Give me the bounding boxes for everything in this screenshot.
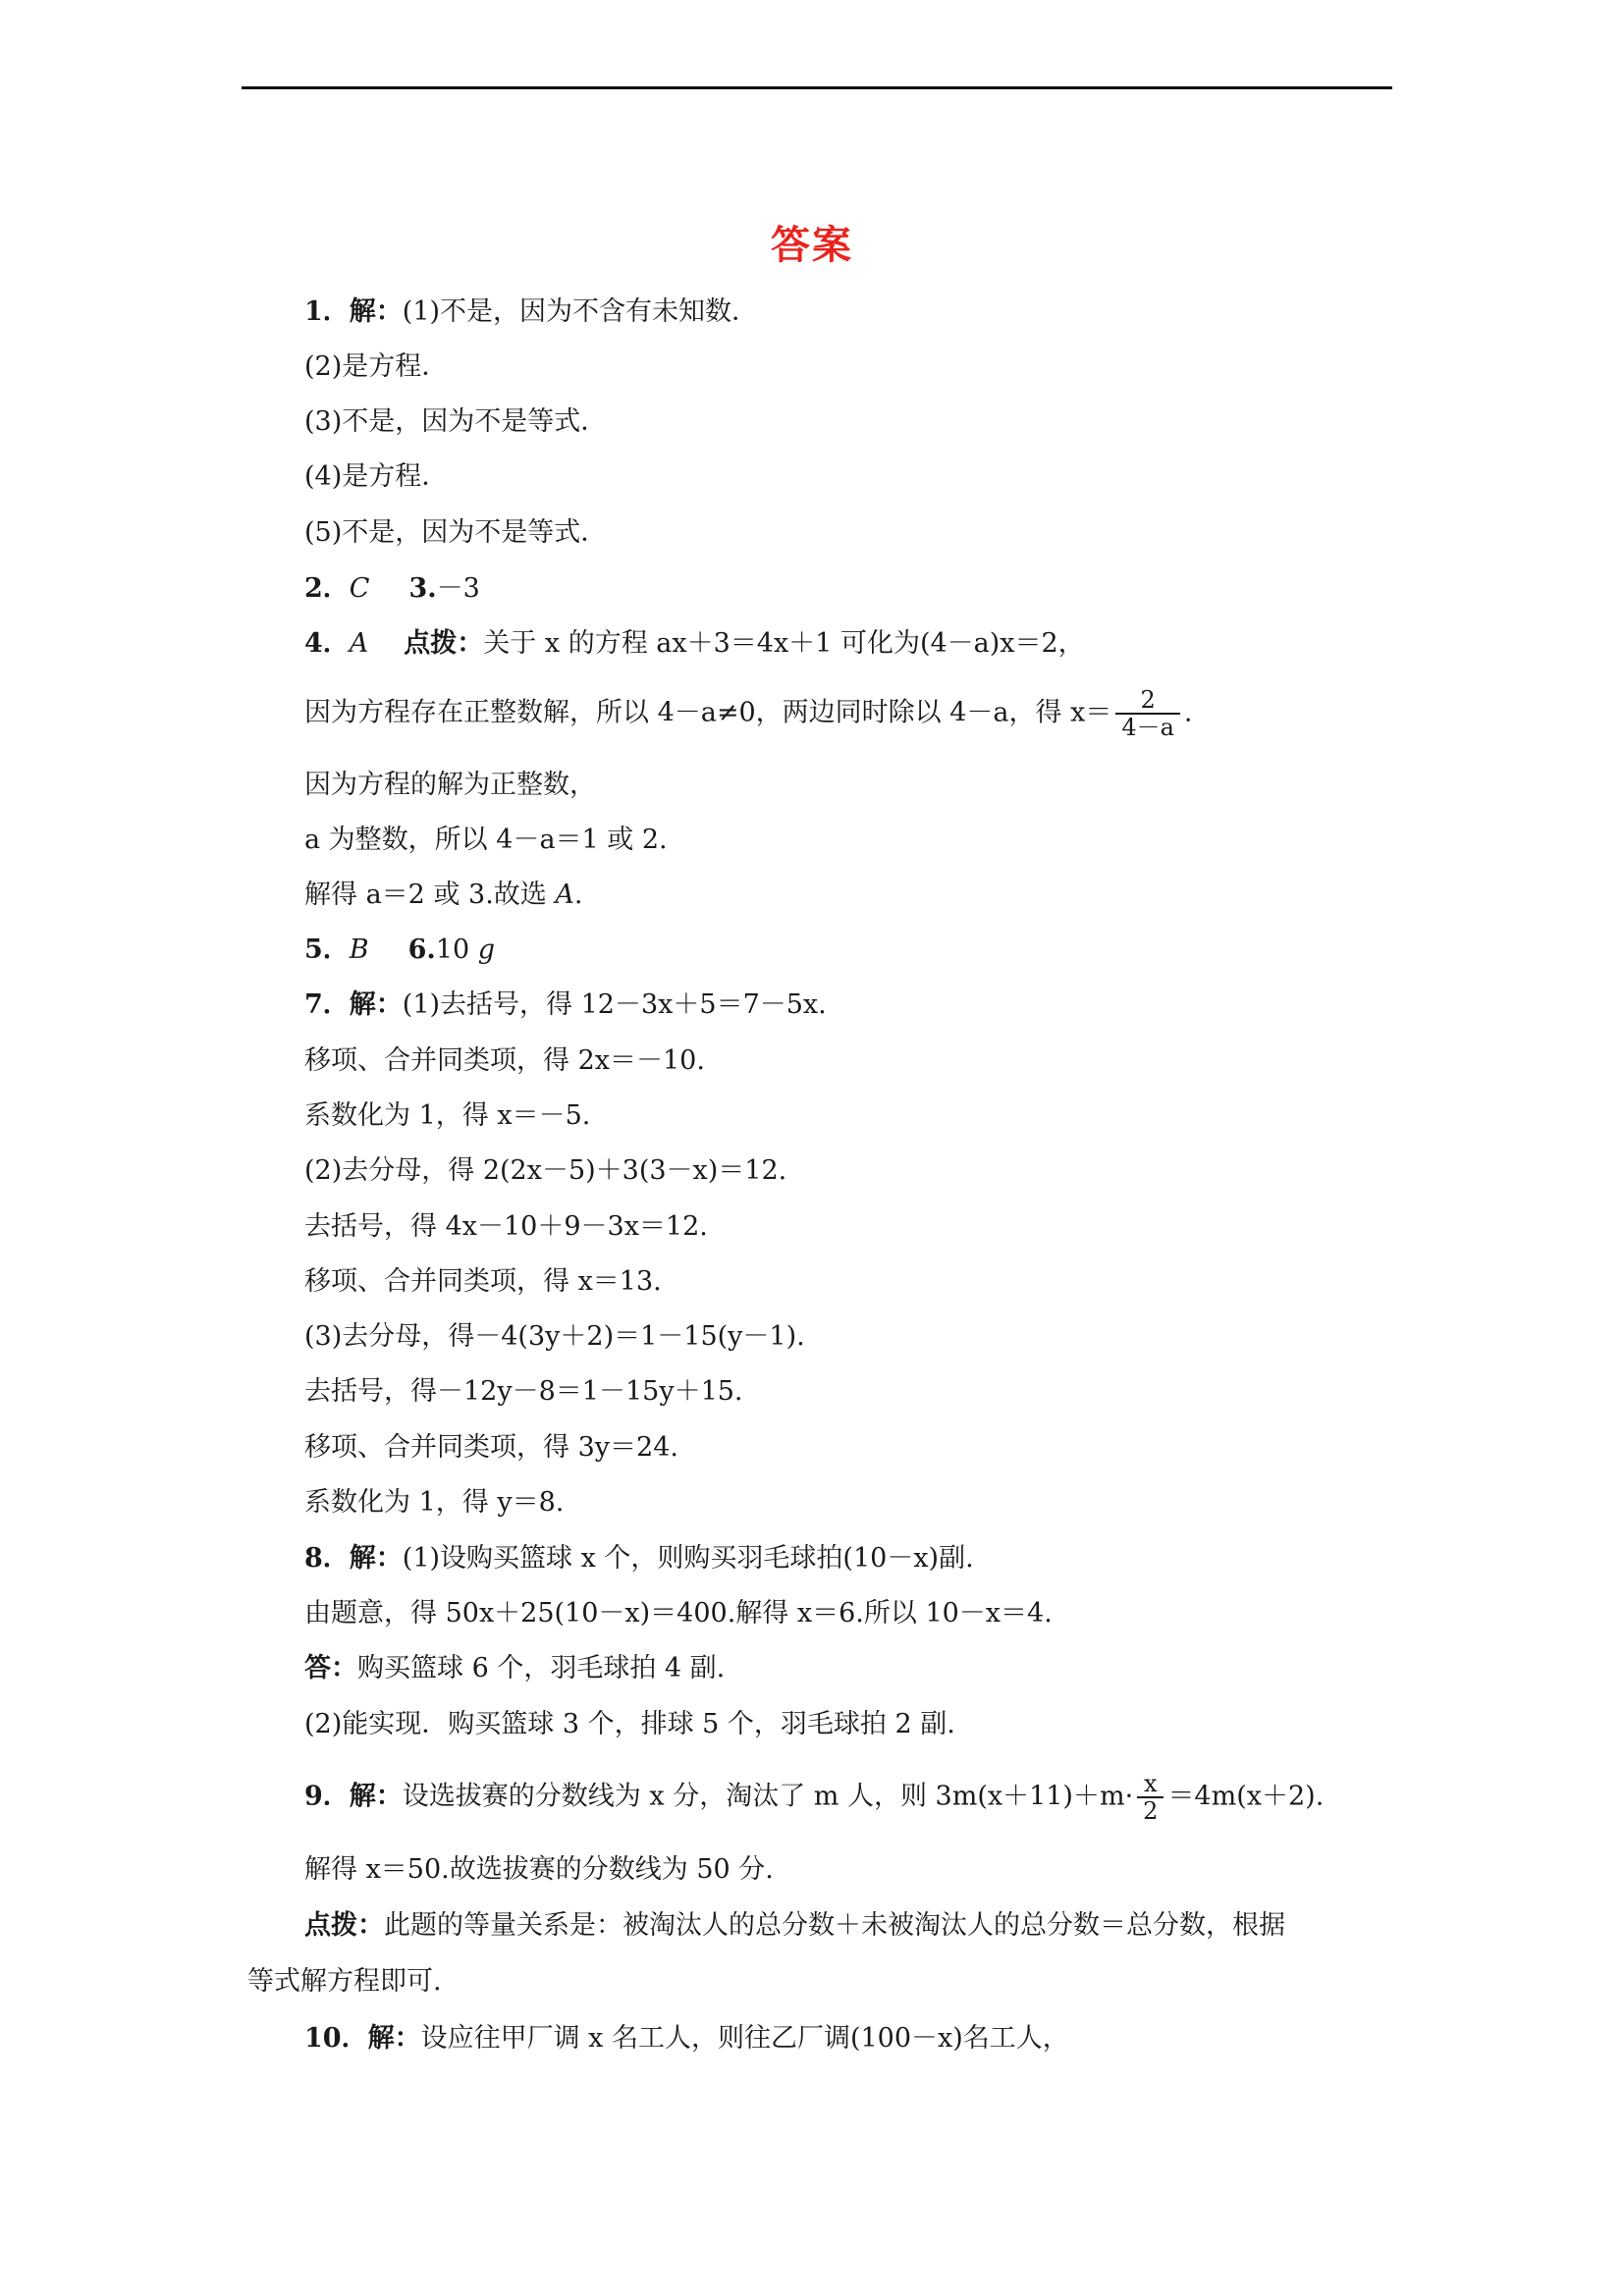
- answer-9-hint-cont: 等式解方程即可.: [247, 1966, 442, 1997]
- answer-9-hint: 点拨：此题的等量关系是：被淘汰人的总分数＋未被淘汰人的总分数＝总分数，根据: [304, 1910, 1285, 1941]
- answer-8-2: (2)能实现．购买篮球 3 个，排球 5 个，羽毛球拍 2 副.: [304, 1709, 955, 1739]
- answer-5-6: 5．B 6.10 g: [304, 934, 496, 965]
- answer-9-step2: 解得 x＝50.故选拔赛的分数线为 50 分.: [304, 1854, 774, 1885]
- answer-8-reply: 答：购买篮球 6 个，羽毛球拍 4 副.: [304, 1653, 726, 1683]
- answer-8-step2: 由题意，得 50x＋25(10－x)＝400.解得 x＝6.所以 10－x＝4.: [304, 1598, 1053, 1629]
- answer-10: 10．解：设应往甲厂调 x 名工人，则往乙厂调(100－x)名工人，: [304, 2023, 1069, 2054]
- fraction: $\frac{2}{4-a}$: [1115, 687, 1180, 740]
- answer-7: 7．解：(1)去括号，得 12－3x＋5＝7－5x.: [304, 989, 827, 1020]
- answer-7-2-step3: 移项、合并同类项，得 x＝13.: [304, 1266, 662, 1297]
- header-rule: [242, 86, 1392, 89]
- answer-2-3: 2．C 3.－3: [304, 573, 480, 604]
- answer-7-3-step4: 系数化为 1，得 y＝8.: [304, 1487, 565, 1518]
- answer-7-3: (3)去分母，得－4(3y＋2)＝1－15(y－1).: [304, 1321, 805, 1352]
- answer-7-2: (2)去分母，得 2(2x－5)＋3(3－x)＝12.: [304, 1155, 787, 1186]
- page-title: 答案: [771, 222, 853, 268]
- answer-1-5: (5)不是，因为不是等式．: [304, 517, 608, 548]
- fraction: $\frac{x}{2}$: [1137, 1771, 1164, 1824]
- answer-4-step1: 因为方程存在正整数解，所以 4－a≠0，两边同时除以 4－a，得 x＝ $\frac{2}{4-a}$ .: [304, 686, 1193, 741]
- answer-1-4: (4)是方程．: [304, 461, 449, 492]
- answer-4-step2: 因为方程的解为正整数，: [304, 770, 596, 800]
- answer-7-step2: 移项、合并同类项，得 2x＝－10.: [304, 1045, 705, 1076]
- answer-1-2: (2)是方程．: [304, 351, 449, 382]
- answer-7-3-step3: 移项、合并同类项，得 3y＝24.: [304, 1432, 678, 1463]
- answer-8: 8．解：(1)设购买篮球 x 个，则购买羽毛球拍(10－x)副.: [304, 1543, 974, 1574]
- answer-9: 9．解：设选拔赛的分数线为 x 分，淘汰了 m 人，则 3m(x＋11)＋m· $\frac{x}{2}$ ＝4m(x＋2).: [304, 1770, 1325, 1825]
- answer-4: 4．A 点拨：关于 x 的方程 ax＋3＝4x＋1 可化为(4－a)x＝2，: [304, 628, 1085, 659]
- answer-7-3-step2: 去括号，得－12y－8＝1－15y＋15.: [304, 1376, 743, 1407]
- answer-1-3: (3)不是，因为不是等式．: [304, 406, 608, 437]
- answer-7-2-step2: 去括号，得 4x－10＋9－3x＝12.: [304, 1211, 708, 1242]
- answer-4-step3: a 为整数，所以 4－a＝1 或 2.: [304, 825, 668, 855]
- answer-1: 1．解：(1)不是，因为不含有未知数．: [304, 296, 759, 327]
- answer-7-step3: 系数化为 1，得 x＝－5.: [304, 1100, 591, 1131]
- answer-4-step4: 解得 a＝2 或 3.故选 A.: [304, 880, 583, 910]
